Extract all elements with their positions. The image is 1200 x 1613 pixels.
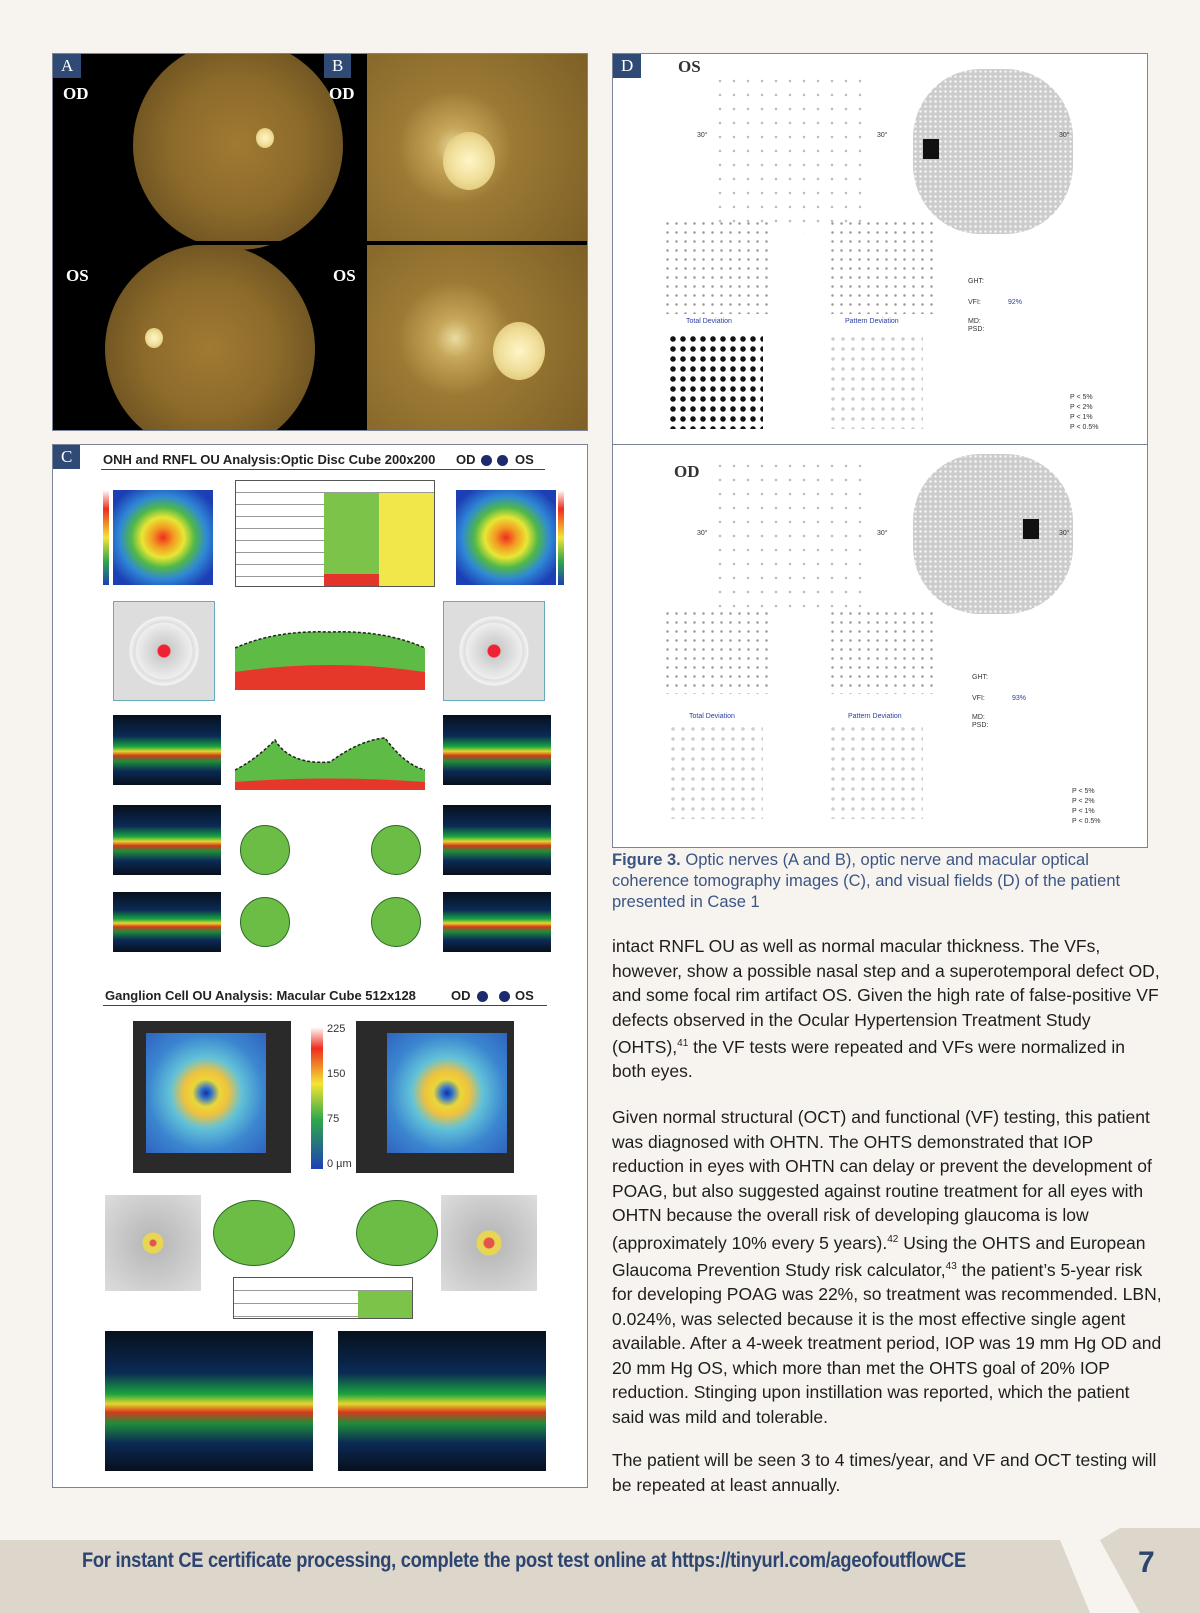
md-label: MD: (972, 714, 985, 721)
title-underline (103, 1005, 547, 1006)
disc-crop-os-disc (493, 322, 545, 380)
vfi-label: VFI: (972, 695, 985, 702)
figure-panel-c (52, 444, 588, 1488)
axis-label: 30° (877, 530, 888, 537)
od-total-deviation-plot (668, 724, 763, 819)
caption-label: Figure 3. (612, 851, 681, 869)
title-underline (101, 469, 545, 470)
horizontal-bscan-od (105, 1331, 313, 1471)
macular-thickness-map-od (146, 1033, 266, 1153)
rim-thickness-graph (235, 610, 425, 690)
optic-disc-os (145, 328, 163, 348)
onh-os-label: OS (515, 452, 534, 467)
footer-page-tab (1060, 1528, 1200, 1613)
onh-od-label: OD (456, 452, 476, 467)
legend-p05: P < 0.5% (1070, 424, 1099, 431)
horizontal-bscan-os (338, 1331, 546, 1471)
gc-od-label: OD (451, 988, 471, 1003)
horizontal-tomogram-od (113, 715, 221, 785)
rnfl-quadrants-od (240, 825, 290, 875)
legend-p5: P < 5% (1070, 394, 1093, 401)
reference-number: 42 (887, 1233, 899, 1245)
scale-label: 225 (327, 1023, 346, 1035)
circular-tomogram-os (443, 892, 551, 952)
circular-tomogram-od (113, 892, 221, 952)
reference-number: 43 (945, 1260, 957, 1272)
scale-label: 150 (327, 1068, 346, 1080)
gcl-values-cells (358, 1291, 412, 1318)
rnfl-thickness-graph (235, 720, 425, 790)
panel-tag-c: C (53, 445, 80, 469)
vfi-value: 93% (1012, 695, 1027, 702)
rnfl-clock-hours-od (240, 897, 290, 947)
gcl-deviation-map-os (441, 1195, 537, 1291)
vertical-tomogram-os (443, 805, 551, 875)
ght-label: GHT: (972, 674, 988, 681)
paragraph-text: intact RNFL OU as well as normal macular thickness. The VFs, however, show a possible nasal step and a superotemporal defect OD, and some focal rim artifact OS. Given the high rate of false-positive VF defects observed in the Ocular Hypertension Treatment Study (OHTS), (612, 936, 1160, 1057)
od-grayscale-field (913, 454, 1073, 614)
onh-report-title: ONH and RNFL OU Analysis:Optic Disc Cube 200x200 (103, 452, 436, 467)
axis-label: 30° (1059, 132, 1070, 139)
macular-thickness-map-os (387, 1033, 507, 1153)
pattern-deviation-label: Pattern Deviation (848, 713, 902, 720)
vfi-label: VFI: (968, 299, 981, 306)
rnfl-parameter-table (235, 480, 435, 587)
paragraph-text: the VF tests were repeated and VFs were normalized in both eyes. (612, 1036, 1126, 1082)
body-paragraph-2 (612, 1105, 1162, 1429)
axis-label: 30° (697, 530, 708, 537)
fundus-os-image (105, 244, 315, 431)
rnfl-deviation-map-od (113, 601, 215, 701)
od-blind-spot (1023, 519, 1039, 539)
panel-tag-a: A (53, 54, 81, 78)
rnfl-deviation-map-os (443, 601, 545, 701)
vfi-value: 92% (1008, 299, 1023, 306)
caption-text: Optic nerves (A and B), optic nerve and macular optical coherence tomography images (C), and visual fields (D) of the patient presented in Case 1 (612, 851, 1121, 911)
panel-tag-b: B (324, 54, 351, 78)
label-os: OS (333, 266, 356, 285)
paragraph-text: Using the OHTS and European Glaucoma Prevention Study risk calculator, (612, 1232, 1146, 1280)
rnfl-thickness-map-od (113, 490, 213, 585)
od-total-deviation-grid (663, 609, 769, 694)
label-od: OD (674, 462, 700, 481)
paragraph-text: the patient’s 5-year risk for developing POAG was 22%, so treatment was recommended. LBN, 0.024%, was selected because it is the most effective single agent available. After a 4-week treatment period, IOP was 19 mm Hg OD and 20 mm Hg OS, which more than met the OHTS goal of 20% IOP reduction. Stinging upon instillation was reported, which the patient said was mild and tolerable. (612, 1259, 1162, 1427)
psd-label: PSD: (972, 722, 989, 729)
os-dot-icon (499, 991, 510, 1002)
od-dot-icon (477, 991, 488, 1002)
md-label: MD: (968, 318, 981, 325)
body-paragraph-1 (612, 934, 1162, 1084)
os-total-deviation-grid (663, 219, 769, 314)
od-dot-icon (481, 455, 492, 466)
legend-p1: P < 1% (1070, 414, 1093, 421)
label-os: OS (66, 266, 89, 285)
horizontal-tomogram-os (443, 715, 551, 785)
legend-p2: P < 2% (1070, 404, 1093, 411)
gcl-thickness-table (233, 1277, 413, 1319)
legend-p05: P < 0.5% (1072, 818, 1101, 825)
total-deviation-label: Total Deviation (689, 713, 735, 720)
os-pattern-deviation-grid (828, 219, 934, 314)
axis-label: 30° (877, 132, 888, 139)
disc-crop-od-disc (443, 132, 495, 190)
od-pattern-deviation-plot (828, 724, 923, 819)
os-values-column (379, 493, 434, 586)
legend-p2: P < 2% (1072, 798, 1095, 805)
fundus-od-image (133, 53, 343, 250)
od-values-column (324, 493, 379, 586)
gcl-deviation-map-od (105, 1195, 201, 1291)
gcl-sectors-od (213, 1200, 295, 1266)
body-paragraph-3: The patient will be seen 3 to 4 times/year, and VF and OCT testing will be repeated at least annually. (612, 1450, 1157, 1495)
label-od: OD (63, 84, 89, 103)
psd-label: PSD: (968, 326, 985, 333)
od-threshold-grid (713, 459, 863, 609)
rnfl-clock-hours-os (371, 897, 421, 947)
gcl-sectors-os (356, 1200, 438, 1266)
ght-label: GHT: (968, 278, 984, 285)
figure-panel-d (612, 53, 1148, 848)
pattern-deviation-label: Pattern Deviation (845, 318, 899, 325)
os-dot-icon (497, 455, 508, 466)
od-cup-volume-cell (324, 574, 379, 586)
od-pattern-deviation-grid (828, 609, 934, 694)
os-total-deviation-plot (668, 334, 763, 429)
panel-tag-d: D (613, 54, 641, 78)
os-threshold-grid (713, 74, 863, 234)
rnfl-thickness-map-os (456, 490, 556, 585)
scale-label: 75 (327, 1113, 340, 1125)
label-od: OD (329, 84, 355, 103)
color-scale-bar (103, 490, 109, 585)
page-number: 7 (1138, 1546, 1155, 1579)
gc-os-label: OS (515, 988, 534, 1003)
figure-panel-ab (52, 53, 588, 431)
os-pattern-deviation-plot (828, 334, 923, 429)
optic-disc-od (256, 128, 274, 148)
footer-ce-link[interactable]: For instant CE certificate processing, complete the post test online at https://tinyurl.com/ageofoutflowCE (82, 1549, 966, 1572)
panel-divider (613, 444, 1148, 445)
rnfl-quadrants-os (371, 825, 421, 875)
axis-label: 30° (1059, 530, 1070, 537)
divider (53, 241, 588, 245)
total-deviation-label: Total Deviation (686, 318, 732, 325)
reference-number: 41 (677, 1038, 689, 1049)
thickness-color-scale (311, 1027, 323, 1169)
vertical-tomogram-od (113, 805, 221, 875)
scale-label: 0 µm (327, 1158, 352, 1170)
disc-crop-os-image (366, 245, 588, 431)
gc-report-title: Ganglion Cell OU Analysis: Macular Cube 512x128 (105, 988, 416, 1003)
axis-label: 30° (697, 132, 708, 139)
figure-caption (612, 850, 1132, 913)
legend-p1: P < 1% (1072, 808, 1095, 815)
legend-p5: P < 5% (1072, 788, 1095, 795)
paragraph-text: Given normal structural (OCT) and functional (VF) testing, this patient was diagnosed with OHTN. The OHTS demonstrated that IOP reduction in eyes with OHTN can delay or prevent the development of POAG, but also suggested against routine treatment for all eyes with OHTN because the overall risk of developing glaucoma is low (approximately 10% every 5 years). (612, 1107, 1152, 1253)
os-blind-spot (923, 139, 939, 159)
label-os: OS (678, 57, 701, 76)
color-scale-bar (558, 490, 564, 585)
